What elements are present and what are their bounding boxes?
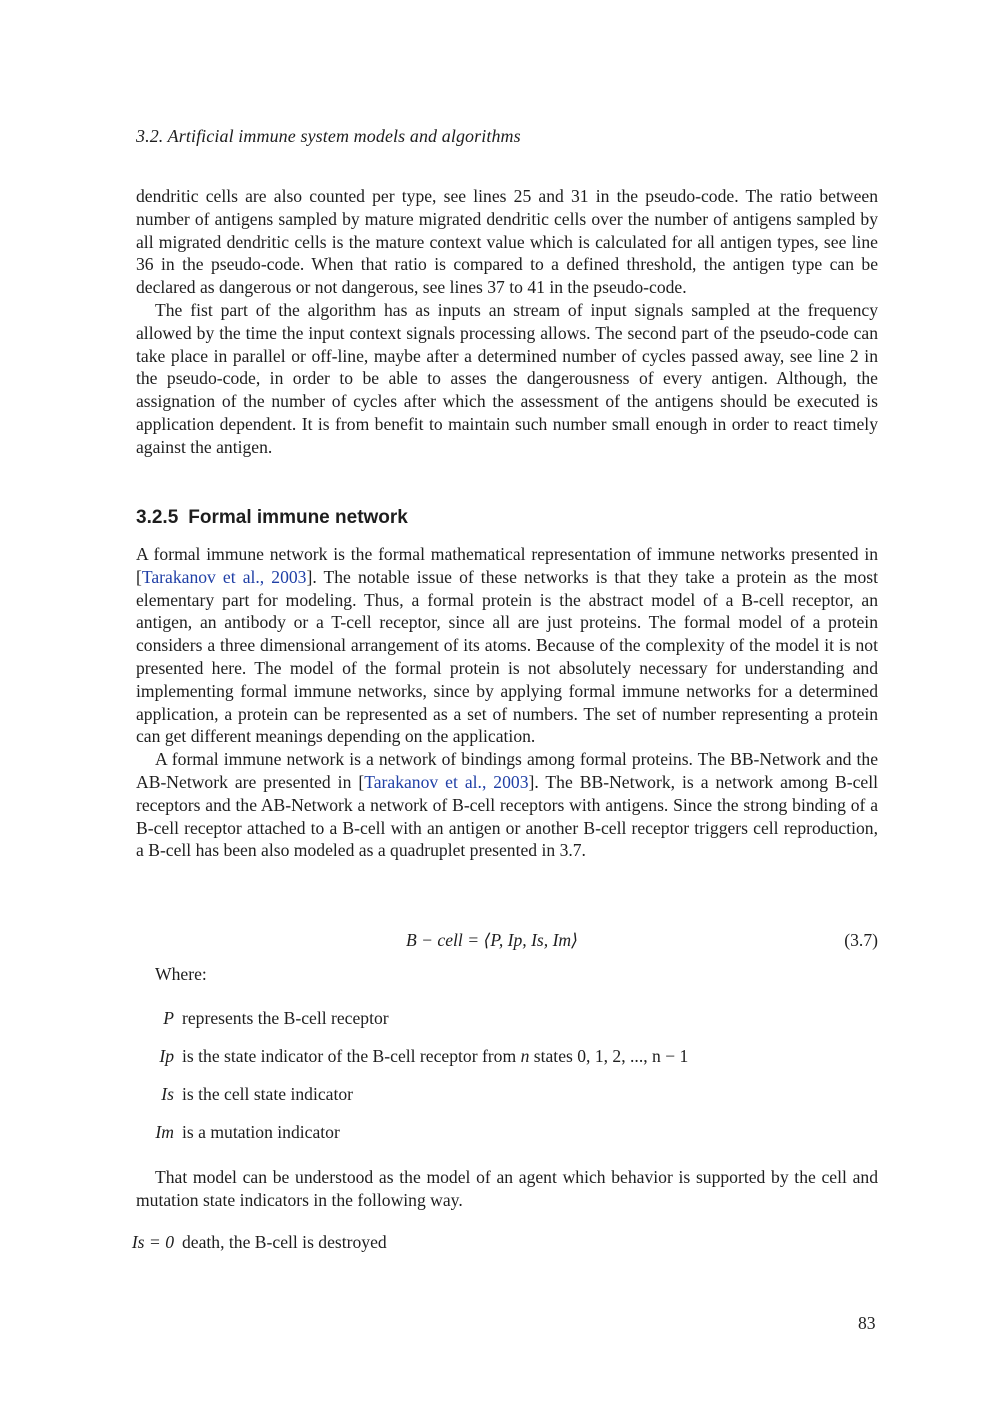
section-heading xyxy=(136,507,408,529)
paragraph: That model can be understood as the model of an agent which behavior is supported by the cell and mutation state indicators in the following way. xyxy=(136,1167,878,1210)
equation-body: B − cell = ⟨P, Ip, Is, Im⟩ xyxy=(406,930,579,950)
intro-text xyxy=(136,185,878,459)
paragraph: dendritic cells are also counted per type, see lines 25 and 31 in the pseudo-code. The ratio between number of antigens sampled by mature migrated dendritic cells over the number of antigens sampled by all migrated dendritic cells is the mature context value which is calculated for all antigen types, see line 36 in the pseudo-code. When that ratio is compared to a defined threshold, the antigen type can be declared as dangerous or not dangerous, see lines 37 to 41 in the pseudo-code. xyxy=(136,186,878,298)
definition-description: is the cell state indicator xyxy=(182,1084,353,1104)
definition-row xyxy=(150,1046,688,1067)
definition-row xyxy=(150,1008,389,1029)
equation-3-7 xyxy=(136,930,878,956)
paragraph: The fist part of the algorithm has as inputs an stream of input signals sampled at the frequency allowed by the time the input context signals processing allows. The second part of the pseudo-code can take place in parallel or off-line, maybe after a determined number of cycles passed away, see line 2 in the pseudo-code, in order to be able to asses the dangerousness of every antigen. Although, the assignation of the number of cycles after which the assessment of the antigens should be executed is application dependent. It is from benefit to maintain such number small enough in order to react timely against the antigen. xyxy=(136,299,878,457)
citation-link[interactable]: Tarakanov et al., 2003 xyxy=(364,771,529,792)
paragraph: A formal immune network is a network of bindings among formal proteins. The BB-Network and the AB-Network are presented in [Tarakanov et al., 2003]. The BB-Network, is a network among B-cell receptors and the AB-Network a network of B-cell receptors with antigens. Since the strong binding of a B-cell receptor attached to a B-cell with an antigen or another B-cell receptor triggers cell reproduction, a B-cell has been also modeled as a quadruplet presented in 3.7. xyxy=(136,749,878,861)
definition-description: represents the B-cell receptor xyxy=(182,1008,389,1028)
section-number: 3.2.5 xyxy=(136,507,179,528)
definition-row xyxy=(142,1122,340,1143)
definition-term: P xyxy=(163,1008,174,1028)
section-text xyxy=(136,543,878,862)
page-number: 83 xyxy=(858,1313,876,1333)
definition-term: Im xyxy=(155,1122,174,1142)
definition-row xyxy=(150,1084,353,1105)
equation-number: (3.7) xyxy=(844,930,878,950)
section-title: Formal immune network xyxy=(188,507,408,528)
definition-description: is a mutation indicator xyxy=(182,1122,340,1142)
where-label: Where: xyxy=(155,964,207,984)
state-definition-row xyxy=(120,1232,387,1253)
definition-description: is the state indicator of the B-cell receptor from n states 0, 1, 2, ..., n − 1 xyxy=(182,1046,689,1066)
citation-link[interactable]: Tarakanov et al., 2003 xyxy=(141,566,307,587)
closing-text xyxy=(136,1166,878,1212)
paragraph: A formal immune network is the formal mathematical representation of immune networks presented in [Tarakanov et al., 2003]. The notable issue of these networks is that they take a protein as the most elementary part for modeling. Thus, a formal protein is the abstract model of a B-cell receptor, an antigen, an antibody or a T-cell receptor, since all are just proteins. The formal model of a protein considers a three dimensional arrangement of its atoms. Because of the complexity of the model it is not presented here. The model of the formal protein is not absolutely necessary for understanding and implementing formal immune networks, since by applying formal immune networks for a determined application, a protein can be represented as a set of numbers. The set of number representing a protein can get different meanings depending on the application. xyxy=(136,544,878,747)
state-description: death, the B-cell is destroyed xyxy=(182,1232,387,1252)
definition-term: Ip xyxy=(159,1046,174,1066)
definition-term: Is xyxy=(161,1084,174,1104)
state-term: Is = 0 xyxy=(131,1232,174,1252)
running-head: 3.2. Artificial immune system models and algorithms xyxy=(136,126,521,146)
